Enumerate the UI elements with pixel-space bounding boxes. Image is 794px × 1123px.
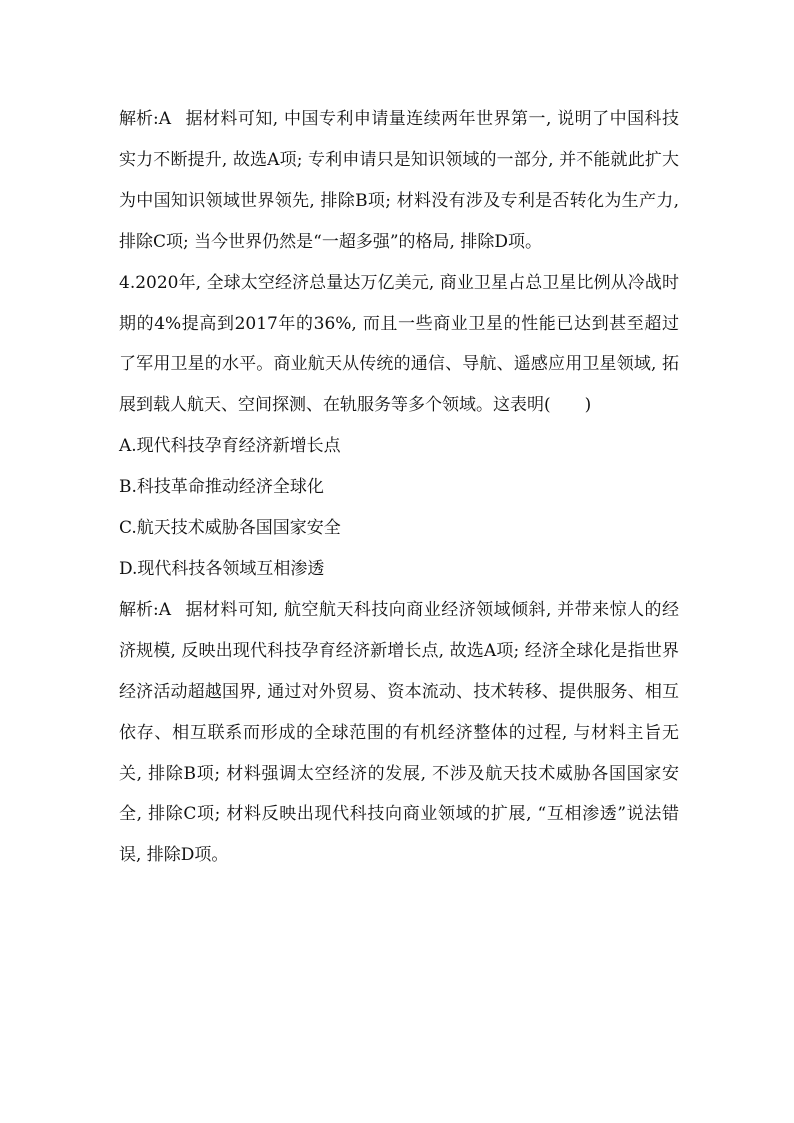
analysis-text: 据材料可知, 中国专利申请量连续两年世界第一, 说明了中国科技实力不断提升, 故选A项; 专利申请只是知识领域的一部分, 并不能就此扩大为中国知识领域世界领先, 排除B项; 材料没有涉及专利是否转化为生产力, 排除C项; 当今世界仍然是“一超多强”的格局, 排除D项。: [119, 109, 679, 252]
question-stem: 4.2020年, 全球太空经济总量达万亿美元, 商业卫星占总卫星比例从冷战时期的4%提高到2017年的36%, 而且一些商业卫星的性能已达到甚至超过了军用卫星的水平。商业航天从传统的通信、导航、遥感应用卫星领域, 拓展到载人航天、空间探测、在轨服务等多个领域。这表明( ): [119, 272, 679, 416]
analysis-label: 解析:A: [119, 599, 172, 620]
option-a: A.现代科技孕育经济新增长点: [119, 436, 341, 457]
analysis-paragraph-1: [119, 99, 679, 263]
document-page: [119, 99, 679, 876]
option-c: C.航天技术威胁各国国家安全: [119, 518, 341, 539]
option-d: D.现代科技各领域互相渗透: [119, 558, 325, 579]
analysis-label: 解析:A: [119, 109, 172, 129]
analysis-text: 据材料可知, 航空航天科技向商业经济领域倾斜, 并带来惊人的经济规模, 反映出现代科技孕育经济新增长点, 故选A项; 经济全球化是指世界经济活动超越国界, 通过对外贸易、资本流动、技术转移、提供服务、相互依存、相互联系而形成的全球范围的有机经济整体的过程, 与材料主旨无关, 排除B项; 材料强调太空经济的发展, 不涉及航天技术威胁各国国家安全, 排除C项; 材料反映出现代科技向商业领域的扩展, “互相渗透”说法错误, 排除D项。: [119, 599, 679, 866]
option-b: B.科技革命推动经济全球化: [119, 477, 324, 498]
analysis-paragraph-2: [119, 590, 679, 876]
